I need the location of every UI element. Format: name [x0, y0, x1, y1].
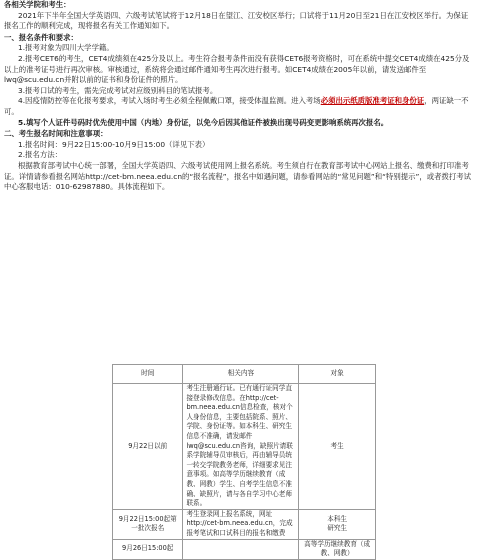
row1-content: 考生注册通行证。已有通行证同学直接登录修改信息。在http://cet-bm.neea.edu.cn信息检查，核对个人身份信息，主要包括院系、照片、学院、身份证等。如本科生、研究生信息不准确，请发邮件lwq@scu.edu.cn咨询，缺照片请联系学院辅导员审核后，再由辅导员统一转交学院教务老师，详细要求见注意事项。如高等学历继续教育（成教、网教）学生、自考学生信息不准确、缺照片，请与各自学习中心老师联系。: [183, 384, 299, 510]
header-time: 时间: [113, 365, 183, 384]
row3-content: [183, 539, 299, 559]
s1-item-5: 5.填写个人证件号码时优先使用中国（内地）身份证，以免今后因其他证件被换出现号码变更影响系统再次报名。: [18, 117, 389, 127]
section-1-title: 一、报名条件和要求：: [4, 32, 78, 42]
header-target: 对象: [299, 365, 376, 384]
row2-target: 本科生 研究生: [299, 509, 376, 539]
s1-item-4-end: ，两证缺一不可。: [4, 96, 469, 116]
header-content: 相关内容: [183, 365, 299, 384]
s1-item-4-red: 必须出示纸质版准考证和身份证: [320, 96, 425, 106]
s1-item-4: [4, 96, 474, 117]
greeting: 各相关学院和考生：: [4, 0, 71, 9]
table-row: [113, 509, 376, 539]
table-row: [113, 384, 376, 510]
section-2-title: 二、考生报名时间和注意事项：: [4, 129, 108, 139]
s2-method: 根据教育部考试中心统一部署，全国大学英语四、六级考试使用网上报名系统。考生须自行在教育部考试中心网站上报名、缴费和打印准考证。详情请参看报名网站http://cet-bm.neea.edu.cn的“报名流程”，报名中如遇问题，请参看网站的“常见问题”和“特别提示”，或者拨打考试中心客服电话：010-62987880。具体流程如下。: [4, 160, 472, 192]
row3-time: 9月26日15:00起: [113, 539, 183, 559]
notice-document: [4, 0, 474, 193]
s1-item-4-text: 4.因疫情防控等在化报考要求，考试入场时考生必须全程佩戴口罩，接受体温监测。进入考场: [18, 96, 321, 106]
s2-item-2: 2.报名方法：: [18, 150, 63, 160]
row1-target: 考生: [299, 384, 376, 510]
schedule-table: [112, 364, 376, 560]
row2-content: 考生登录网上报名系统，网址http://cet-bm.neea.edu.cn，完成报考笔试和口试科目的报名和缴费: [183, 509, 299, 539]
row3-target: 高等学历继续教育（成教、网教）: [299, 539, 376, 559]
table-row: [113, 539, 376, 559]
s2-item-1: 1.报名时间：9月22日15:00-10月9日15:00（详见下表）: [18, 139, 210, 149]
s1-item-1: 1.报考对象为四川大学学籍。: [18, 43, 114, 53]
table-header-row: [113, 365, 376, 384]
s1-item-3: 3.报考口试的考生，需先完成考试对应级别科目的笔试报考。: [18, 85, 218, 95]
row1-time: 9月22日以前: [113, 384, 183, 510]
row2-time: 9月22日15:00起第一批次报名: [113, 509, 183, 539]
intro-paragraph: 2021年下半年全国大学英语四、六级考试笔试将于12月18日在望江、江安校区举行；口试将于11月20日至21日在江安校区举行。为保证报名工作的顺利完成，现将报名有关工作通知如下。: [4, 10, 469, 31]
s1-item-2: 2.报考CET6的考生，CET4成绩须在425分及以上。考生符合报考条件而没有获得CET6报考资格时，可在系统中提交CET4成绩在425分及以上的准考证号进行再次审核。审核通过，系统将会通过邮件通知考生再次进行报考。如CET4成绩在2005年以前，请发送邮件至lwq@scu.edu.cn并附以前的证书和身份证件的照片。: [4, 53, 470, 85]
